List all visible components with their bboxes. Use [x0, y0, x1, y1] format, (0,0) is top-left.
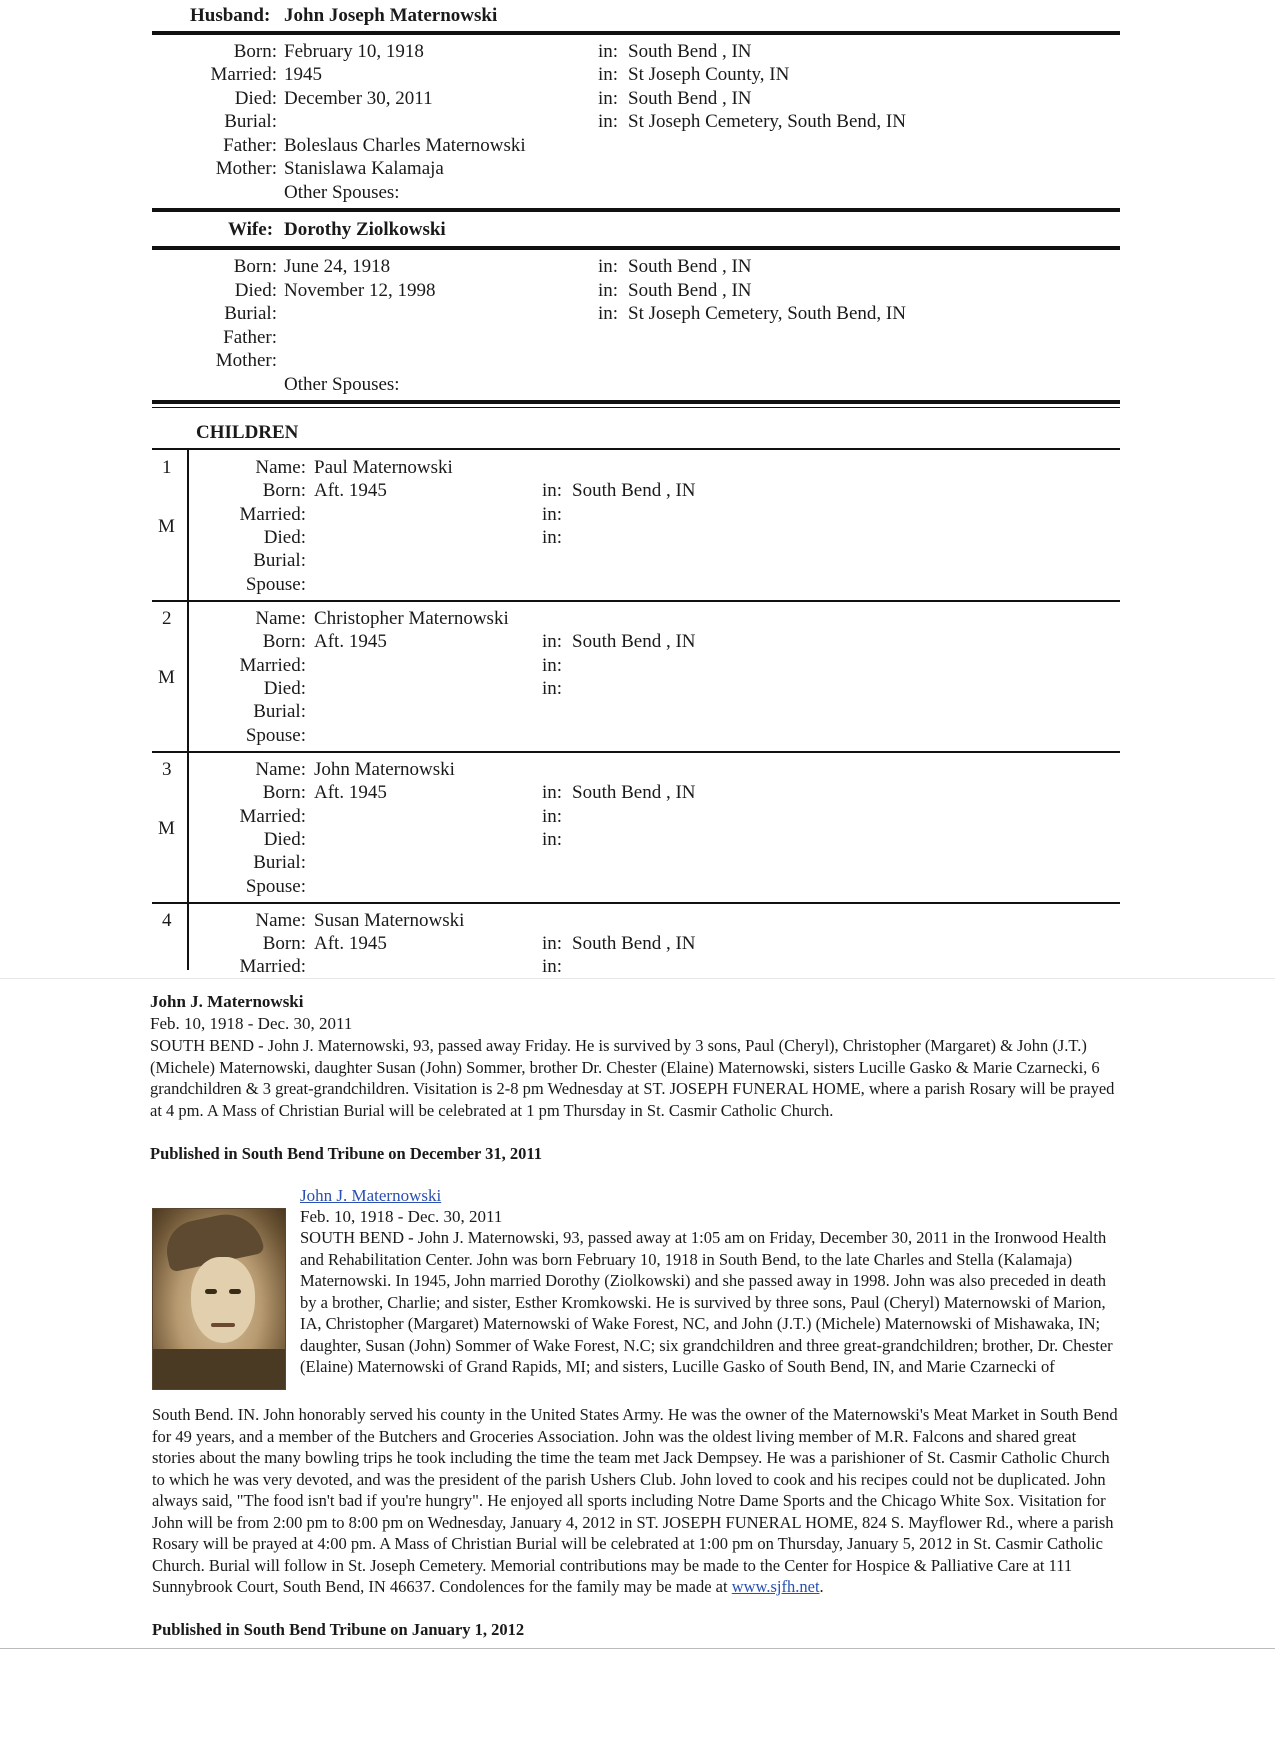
burial-label: Burial: — [253, 701, 306, 722]
child-divider — [152, 751, 1120, 753]
husband-name: John Joseph Maternowski — [284, 5, 498, 26]
born-label: Born: — [262, 782, 306, 803]
child-born: Aft. 1945 — [314, 480, 387, 501]
obit2-published: Published in South Bend Tribune on January 1, 2012 — [152, 1620, 525, 1639]
born-value: February 10, 1918 — [284, 41, 424, 62]
born-value: June 24, 1918 — [284, 256, 391, 277]
born-place: South Bend , IN — [628, 256, 752, 277]
born-label: Born: — [262, 933, 306, 954]
wife-bottom-rule-thin — [152, 407, 1120, 408]
died-label: Died: — [234, 88, 277, 109]
child-born-place: South Bend , IN — [572, 631, 696, 652]
bottom-rule — [0, 1648, 1275, 1649]
died-label: Died: — [263, 829, 306, 850]
burial-in-label: in: — [598, 303, 619, 324]
child-name: Paul Maternowski — [314, 457, 453, 478]
died-label: Died: — [234, 280, 277, 301]
husband-top-rule — [152, 31, 1120, 35]
died-in-label: in: — [598, 88, 619, 109]
child-sex: M — [158, 667, 175, 688]
married-in-label: in: — [598, 64, 619, 85]
obit2-after-link: . — [819, 1577, 824, 1596]
name-label: Name: — [255, 608, 306, 629]
married-value: 1945 — [284, 64, 322, 85]
children-heading-rule — [152, 448, 1120, 450]
married-in-label: in: — [542, 806, 563, 827]
burial-label: Burial: — [253, 852, 306, 873]
died-place: South Bend , IN — [628, 88, 752, 109]
children-heading: CHILDREN — [196, 422, 299, 443]
father-value: Boleslaus Charles Maternowski — [284, 135, 526, 156]
child-sex: M — [158, 516, 175, 537]
born-in-label: in: — [542, 782, 563, 803]
child-number: 3 — [162, 759, 172, 780]
obit1-published: Published in South Bend Tribune on December 31, 2011 — [150, 1144, 542, 1163]
husband-heading-label: Husband: — [190, 5, 271, 26]
child-born: Aft. 1945 — [314, 933, 387, 954]
married-in-label: in: — [542, 956, 563, 977]
husband-other-spouses: Other Spouses: — [284, 182, 400, 203]
wife-heading-label: Wife: — [228, 219, 274, 240]
born-label: Born: — [262, 631, 306, 652]
child-born-place: South Bend , IN — [572, 480, 696, 501]
obit1-name: John J. Maternowski — [150, 992, 304, 1011]
obit2-dates: Feb. 10, 1918 - Dec. 30, 2011 — [300, 1207, 503, 1226]
born-label: Born: — [233, 256, 277, 277]
child-number: 4 — [162, 910, 172, 931]
obit1-lead: SOUTH BEND - — [150, 1036, 268, 1055]
obit1-body-text: John J. Maternowski, 93, passed away Friday. He is survived by 3 sons, Paul (Cheryl), Christopher (Margaret) & John (J.T.) (Michele) Maternowski, daughter Susan (John) Sommer, brother Dr. Chester (Elaine) Maternowski, sisters Lucille Gasko & Marie Czarnecki, 6 grandchildren & 3 great-grandchildren. Visitation is 2-8 pm Wednesday at ST. JOSEPH FUNERAL HOME, where a parish Rosary will be prayed at 4 pm. A Mass of Christian Burial will be celebrated at 1 pm Thursday in St. Casmir Catholic Church. — [150, 1036, 1115, 1120]
married-place: St Joseph County, IN — [628, 64, 790, 85]
portrait-photo — [152, 1208, 286, 1390]
died-label: Died: — [263, 527, 306, 548]
child-born-place: South Bend , IN — [572, 782, 696, 803]
mother-label: Mother: — [215, 158, 277, 179]
died-in-label: in: — [598, 280, 619, 301]
funeral-home-link[interactable]: www.sjfh.net — [731, 1577, 820, 1596]
born-label: Born: — [233, 41, 277, 62]
name-label: Name: — [255, 457, 306, 478]
obit2-name-link[interactable]: John J. Maternowski — [300, 1186, 442, 1205]
child-born: Aft. 1945 — [314, 631, 387, 652]
obit2-body-bottom-text: South Bend. IN. John honorably served his county in the United States Army. He was the owner of the Maternowski's Meat Market in South Bend for 49 years, and a member of the Butchers and Groceries Association. John was the oldest living member of M.R. Falcons and shared great stories about the many bowling trips he took including the time the team met Jack Dempsey. He was a parishioner of St. Casmir Catholic Church to which he was very devoted, and was the president of the parish Ushers Club. John loved to cook and his recipes could not be duplicated. John always said, "The food isn't bad if you're hungry". He enjoyed all sports including Notre Dame Sports and the Chicago White Sox. Visitation for John will be from 2:00 pm to 8:00 pm on Wednesday, January 4, 2012 in ST. JOSEPH FUNERAL HOME, 824 S. Mayflower Rd., where a parish Rosary will be prayed at 4:00 pm. A Mass of Christian Burial will be celebrated at 1:00 pm on Thursday, January 5, 2012 in St. Casmir Catholic Church. Burial will follow in St. Joseph Cemetery. Memorial contributions may be made to the Center for Hospice & Palliative Care at 111 Sunnybrook Court, South Bend, IN 46637. Condolences for the family may be made at — [152, 1405, 1118, 1596]
father-label: Father: — [223, 327, 277, 348]
child-divider — [152, 902, 1120, 904]
obit2-lead: SOUTH BEND - — [300, 1228, 418, 1247]
father-label: Father: — [223, 135, 277, 156]
married-in-label: in: — [542, 655, 563, 676]
born-in-label: in: — [542, 933, 563, 954]
born-in-label: in: — [542, 631, 563, 652]
child-name: Susan Maternowski — [314, 910, 465, 931]
husband-bottom-rule — [152, 208, 1120, 212]
spouse-label: Spouse: — [245, 574, 306, 595]
burial-label: Burial: — [253, 550, 306, 571]
wife-top-rule — [152, 246, 1120, 250]
child-name: John Maternowski — [314, 759, 455, 780]
married-label: Married: — [239, 956, 306, 977]
died-in-label: in: — [542, 527, 563, 548]
burial-label: Burial: — [224, 111, 277, 132]
died-value: November 12, 1998 — [284, 280, 436, 301]
born-in-label: in: — [598, 41, 619, 62]
child-born: Aft. 1945 — [314, 782, 387, 803]
born-in-label: in: — [598, 256, 619, 277]
died-label: Died: — [263, 678, 306, 699]
spouse-label: Spouse: — [245, 725, 306, 746]
died-value: December 30, 2011 — [284, 88, 433, 109]
born-label: Born: — [262, 480, 306, 501]
obit2-body-top — [300, 1227, 1120, 1378]
child-sex: M — [158, 818, 175, 839]
obit1-dates: Feb. 10, 1918 - Dec. 30, 2011 — [150, 1014, 353, 1033]
died-place: South Bend , IN — [628, 280, 752, 301]
wife-other-spouses: Other Spouses: — [284, 374, 400, 395]
born-in-label: in: — [542, 480, 563, 501]
child-name: Christopher Maternowski — [314, 608, 509, 629]
name-label: Name: — [255, 910, 306, 931]
child-number: 2 — [162, 608, 172, 629]
wife-name: Dorothy Ziolkowski — [284, 219, 446, 240]
burial-in-label: in: — [598, 111, 619, 132]
obit2-body-top-text: John J. Maternowski, 93, passed away at 1:05 am on Friday, December 30, 2011 in the Ironwood Health and Rehabilitation Center. John was born February 10, 1918 in South Bend, to the late Charles and Stella (Kalamaja) Maternowski. In 1945, John married Dorothy (Ziolkowski) and she passed away in 1998. John was also preceded in death by a brother, Charlie; and sister, Esther Kromkowski. He is survived by three sons, Paul (Cheryl) Maternowski of Marion, IA, Christopher (Margaret) Maternowski of Wake Forest, NC, and John (J.T.) (Michele) Maternowski of Mishawaka, IN; daughter, Susan (John) Sommer of Wake Forest, N.C; six grandchildren and three great-grandchildren; brother, Dr. Chester (Elaine) Maternowski of Grand Rapids, MI; and sisters, Lucille Gasko of South Bend, IN, and Marie Czarnecki of — [300, 1228, 1113, 1376]
name-label: Name: — [255, 759, 306, 780]
married-in-label: in: — [542, 504, 563, 525]
spouse-label: Spouse: — [245, 876, 306, 897]
married-label: Married: — [239, 504, 306, 525]
burial-place: St Joseph Cemetery, South Bend, IN — [628, 303, 906, 324]
child-number: 1 — [162, 457, 172, 478]
burial-label: Burial: — [224, 303, 277, 324]
mother-value: Stanislawa Kalamaja — [284, 158, 444, 179]
died-in-label: in: — [542, 829, 563, 850]
burial-place: St Joseph Cemetery, South Bend, IN — [628, 111, 906, 132]
wife-bottom-rule — [152, 400, 1120, 404]
married-label: Married: — [239, 655, 306, 676]
children-left-border — [187, 450, 189, 970]
married-label: Married: — [210, 64, 277, 85]
obit2-body-bottom — [152, 1404, 1120, 1598]
child-divider — [152, 600, 1120, 602]
child-born-place: South Bend , IN — [572, 933, 696, 954]
mother-label: Mother: — [215, 350, 277, 371]
obit1-body — [150, 1035, 1120, 1121]
born-place: South Bend , IN — [628, 41, 752, 62]
died-in-label: in: — [542, 678, 563, 699]
married-label: Married: — [239, 806, 306, 827]
